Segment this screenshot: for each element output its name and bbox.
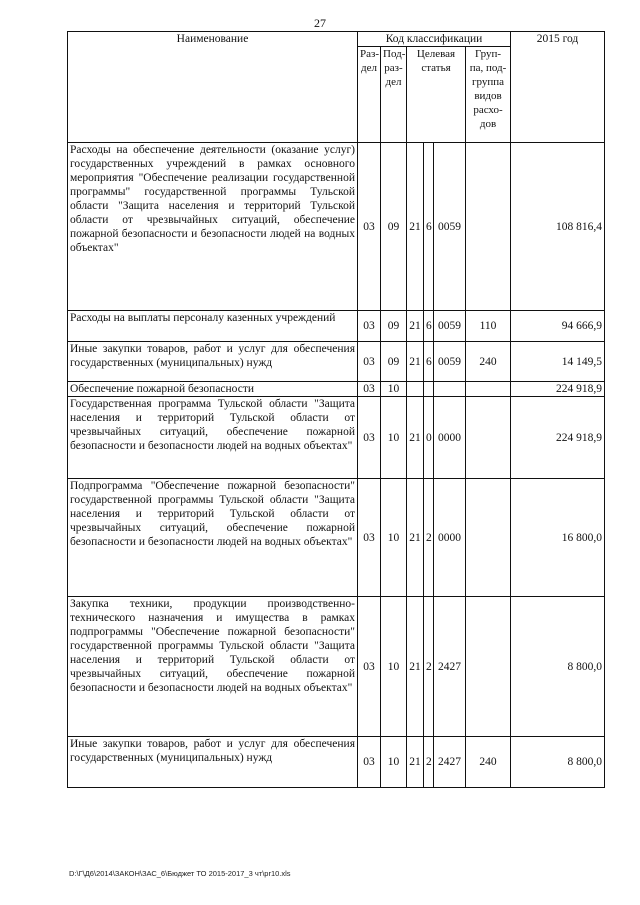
table-row [68,737,605,788]
row-target-program: 21 [407,737,424,788]
row-razdel: 03 [358,342,381,382]
table-row [68,597,605,737]
row-sum: 224 918,9 [511,397,605,479]
header-razdel: Раз- дел [358,47,381,143]
table-row [68,143,605,311]
row-expense-group [466,143,511,311]
row-target-direction: 0059 [434,342,466,382]
header-podrazdel: Под- раз- дел [381,47,407,143]
row-podrazdel: 09 [381,342,407,382]
row-name: Расходы на выплаты персоналу казенных учреждений [68,311,358,342]
row-target-program [407,382,424,397]
row-target-program: 21 [407,397,424,479]
table-row [68,311,605,342]
file-path-footer: D:\Г\Д6\2014\ЗАКОН\ЗАС_6\Бюджет ТО 2015-2017_3 чт\pr10.xls [69,869,291,878]
row-podrazdel: 09 [381,311,407,342]
row-expense-group [466,397,511,479]
row-name: Иные закупки товаров, работ и услуг для обеспечения государственных (муниципальных) нужд [68,342,358,382]
row-sum: 94 666,9 [511,311,605,342]
row-target-direction [434,382,466,397]
row-razdel: 03 [358,311,381,342]
row-target-subprogram: 2 [424,597,434,737]
row-target-subprogram [424,382,434,397]
row-expense-group: 110 [466,311,511,342]
budget-table [67,31,605,788]
row-name: Обеспечение пожарной безопасности [68,382,358,397]
row-podrazdel: 09 [381,143,407,311]
row-target-direction: 0059 [434,311,466,342]
header-year: 2015 год [511,32,605,143]
row-name: Иные закупки товаров, работ и услуг для обеспечения государственных (муниципальных) нужд [68,737,358,788]
row-target-direction: 0000 [434,479,466,597]
table-row [68,397,605,479]
row-target-direction: 2427 [434,737,466,788]
row-target-subprogram: 2 [424,479,434,597]
row-razdel: 03 [358,397,381,479]
row-sum: 16 800,0 [511,479,605,597]
row-razdel: 03 [358,597,381,737]
row-target-subprogram: 6 [424,342,434,382]
row-target-program: 21 [407,143,424,311]
table-row [68,382,605,397]
row-podrazdel: 10 [381,397,407,479]
row-target-subprogram: 2 [424,737,434,788]
row-target-direction: 0000 [434,397,466,479]
row-razdel: 03 [358,382,381,397]
table-row [68,479,605,597]
row-target-program: 21 [407,311,424,342]
row-expense-group [466,382,511,397]
row-target-subprogram: 0 [424,397,434,479]
page-number: 27 [314,16,326,30]
row-target-subprogram: 6 [424,311,434,342]
table-row [68,342,605,382]
header-target: Целевая статья [407,47,466,143]
row-expense-group: 240 [466,342,511,382]
row-podrazdel: 10 [381,479,407,597]
row-target-program: 21 [407,342,424,382]
row-razdel: 03 [358,479,381,597]
row-name: Закупка техники, продукции производственно-технического назначения и имущества в рамках подпрограммы "Обеспечение пожарной безопасности" государственной программы Тульской области "Защита населения и территорий Тульской области от чрезвычайных ситуаций, обеспечение пожарной безопасности и безопасности людей на водных объектах" [68,597,358,737]
row-name: Подпрограмма "Обеспечение пожарной безопасности" государственной программы Тульской области "Защита населения и территорий Тульской области от чрезвычайных ситуаций, обеспечение пожарной безопасности и безопасности людей на водных объектах" [68,479,358,597]
row-target-direction: 0059 [434,143,466,311]
header-group: Груп- па, под- группа видов расхо- дов [466,47,511,143]
row-sum: 14 149,5 [511,342,605,382]
header-name: Наименование [68,32,358,143]
row-expense-group [466,479,511,597]
row-podrazdel: 10 [381,597,407,737]
row-expense-group [466,597,511,737]
row-sum: 108 816,4 [511,143,605,311]
row-target-program: 21 [407,597,424,737]
row-razdel: 03 [358,143,381,311]
row-podrazdel: 10 [381,737,407,788]
row-target-direction: 2427 [434,597,466,737]
row-sum: 8 800,0 [511,597,605,737]
row-razdel: 03 [358,737,381,788]
row-name: Государственная программа Тульской области "Защита населения и территорий Тульской области от чрезвычайных ситуаций, обеспечение пожарной безопасности и безопасности людей на водных объектах" [68,397,358,479]
row-sum: 224 918,9 [511,382,605,397]
row-sum: 8 800,0 [511,737,605,788]
row-target-program: 21 [407,479,424,597]
row-name: Расходы на обеспечение деятельности (оказание услуг) государственных учреждений в рамках основного мероприятия "Обеспечение реализации государственной программы" государственной программы Тульской области "Защита населения и территорий Тульской области от чрезвычайных ситуаций, обеспечение пожарной безопасности и безопасности людей на водных объектах" [68,143,358,311]
row-expense-group: 240 [466,737,511,788]
row-target-subprogram: 6 [424,143,434,311]
row-podrazdel: 10 [381,382,407,397]
header-code-group: Код классификации [358,32,511,47]
